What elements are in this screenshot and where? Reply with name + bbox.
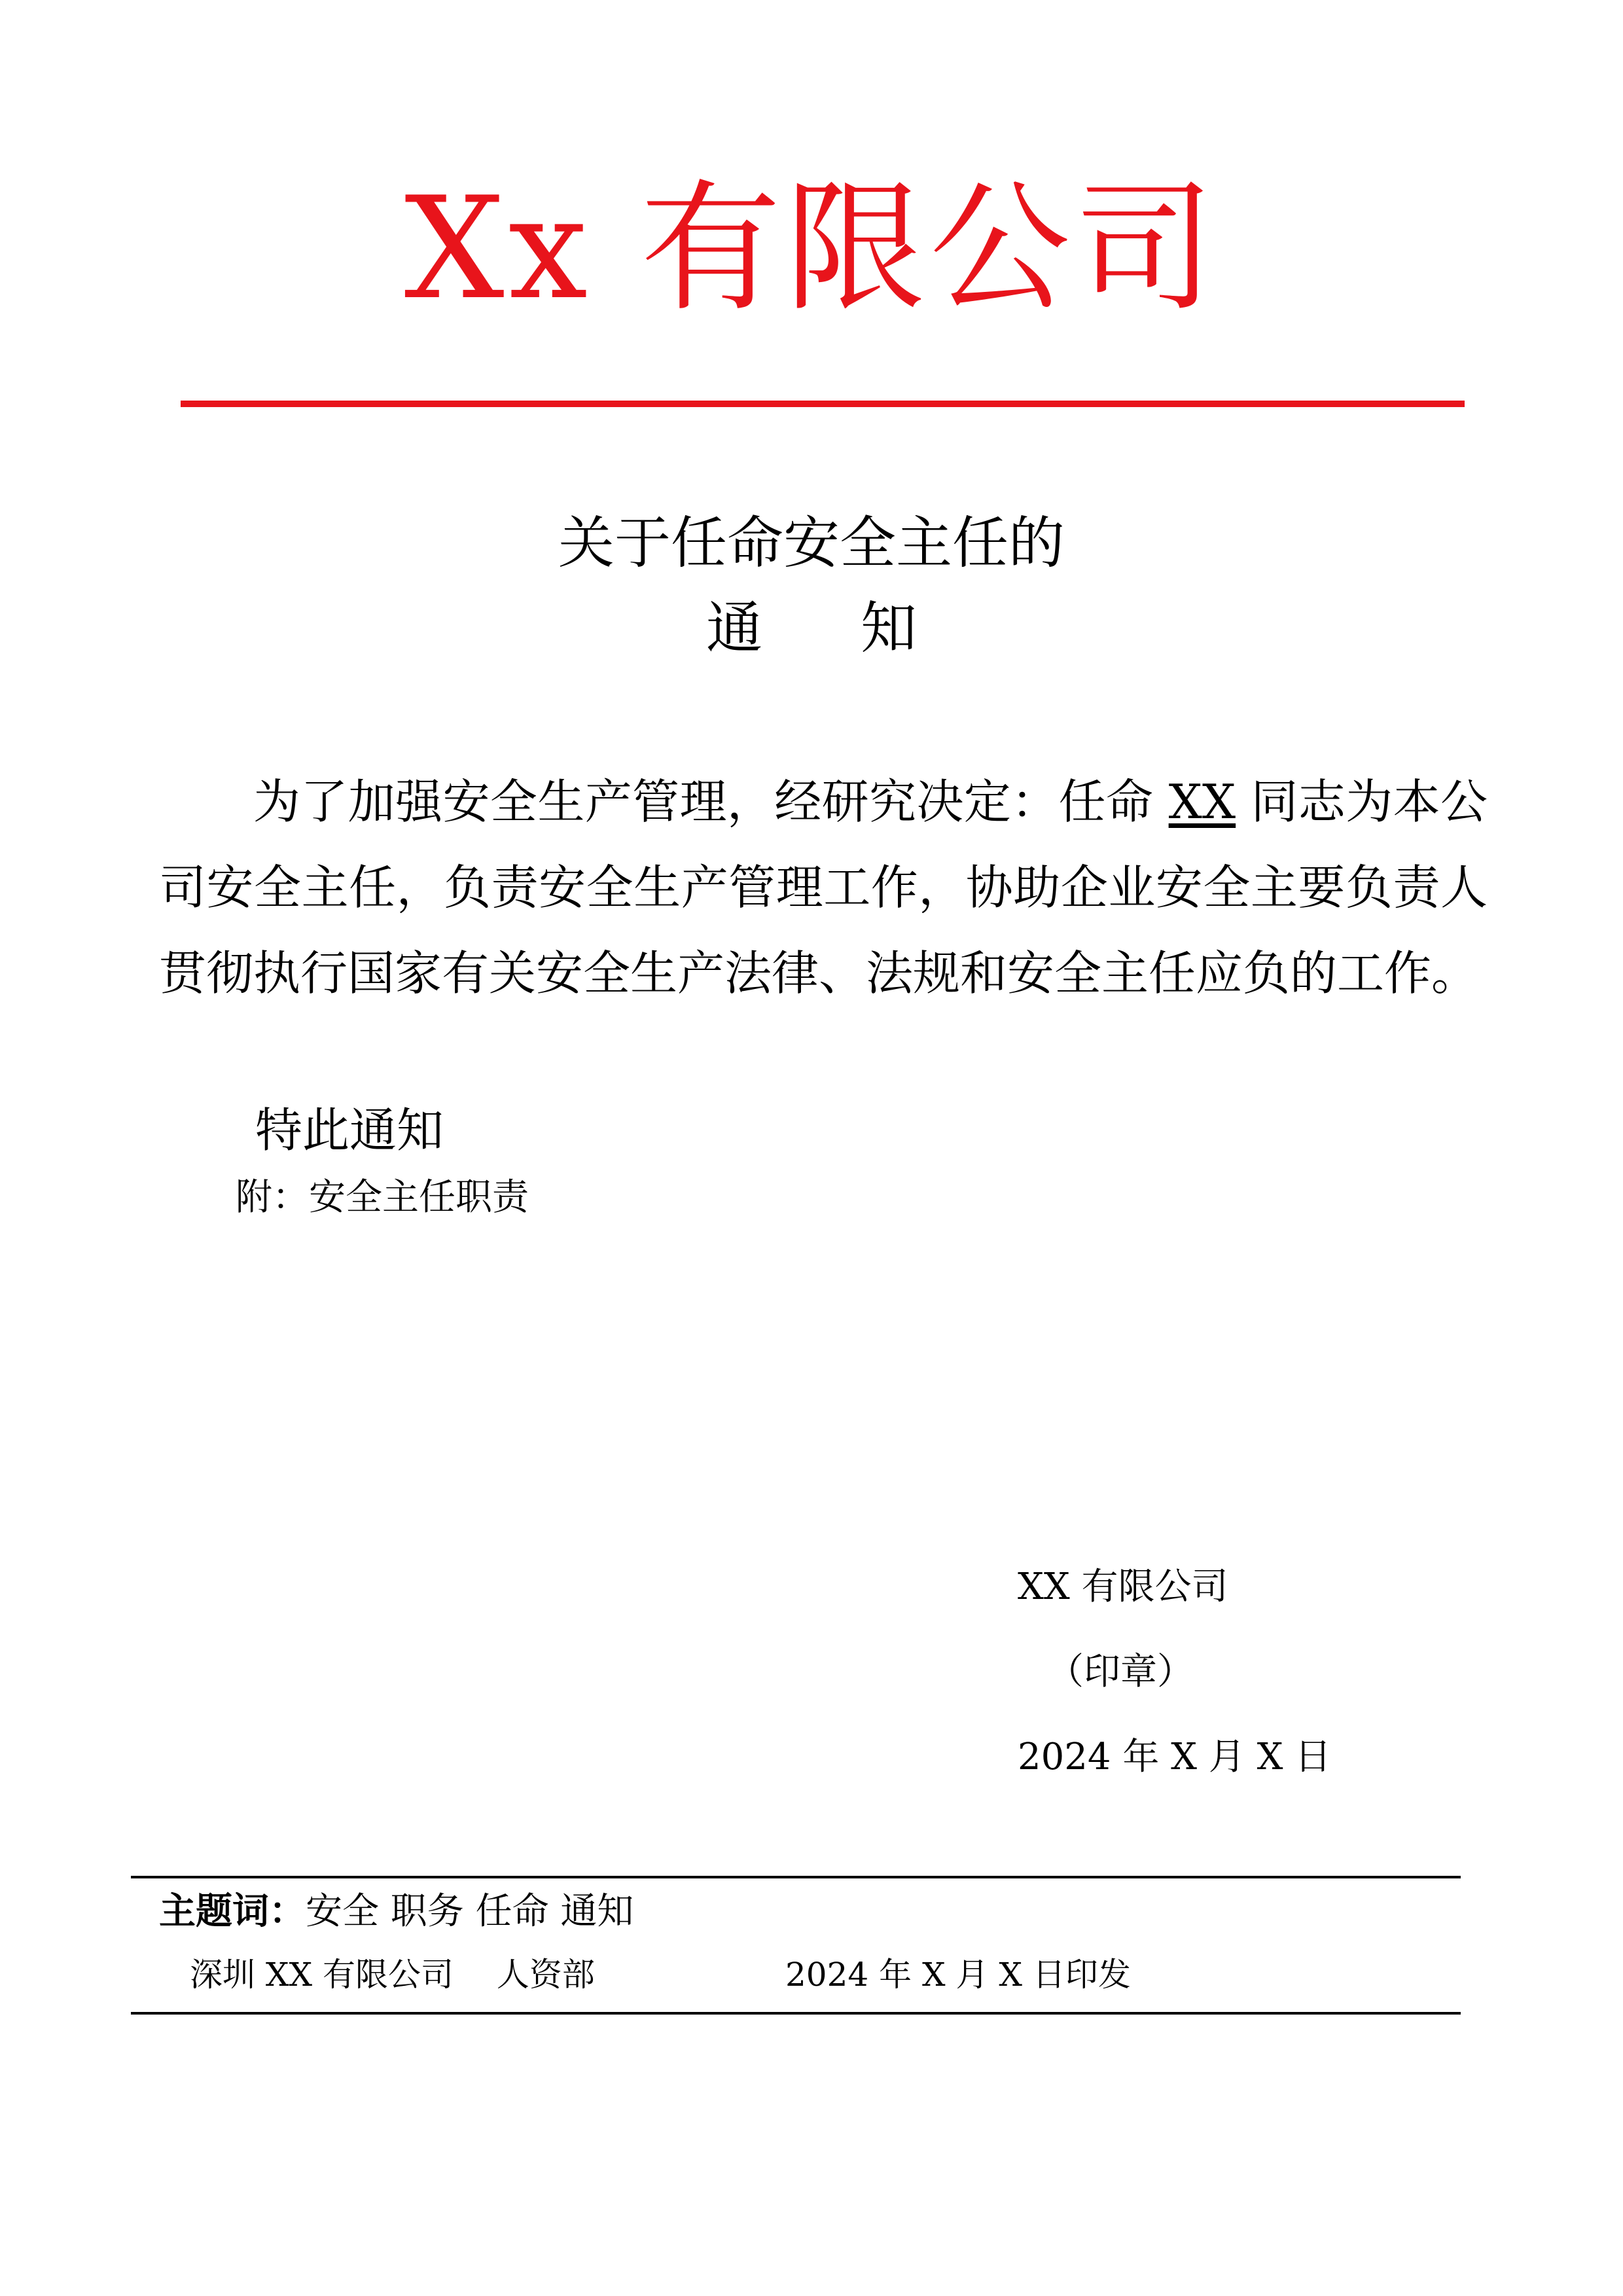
- footer-issuer: 深圳 XX 有限公司 人资部: [190, 1956, 595, 1994]
- document-title-notice: [0, 592, 1623, 664]
- signature-date: 2024 年 X 月 X 日: [1018, 1736, 1332, 1778]
- body-text-before: 为了加强安全生产管理，经研究决定：任命: [253, 774, 1154, 829]
- attachment-note: 附：安全主任职责: [236, 1176, 529, 1219]
- signature-seal: （印章）: [1047, 1651, 1194, 1693]
- title-char-2: 知: [861, 596, 917, 661]
- keywords-line: [159, 1885, 633, 1938]
- letterhead-company-name: Xx 有限公司: [404, 166, 1219, 331]
- footer-issued-date: 2024 年 X 月 X 日印发: [785, 1956, 1131, 1994]
- document-title: 关于任命安全主任的: [558, 511, 1065, 576]
- keywords-value: 安全 职务 任命 通知: [306, 1890, 634, 1933]
- letterhead-red-rule: [181, 401, 1465, 407]
- footer-top-rule: [131, 1876, 1461, 1878]
- body-text-after: 同志为本公司安全主任，负责安全生产管理工作，协助企业安全主要负责人贯彻执行国家有关安全生产法律、法规和安全主任应负的工作。: [159, 774, 1488, 1001]
- closing-phrase: 特此通知: [255, 1103, 444, 1158]
- appointee-name-placeholder: XX: [1168, 774, 1236, 829]
- signature-company: XX 有限公司: [1018, 1566, 1228, 1608]
- body-paragraph: [159, 759, 1488, 1016]
- footer-bottom-rule: [131, 2012, 1461, 2015]
- title-char-1: 通: [706, 596, 762, 661]
- keywords-label: 主题词：: [159, 1890, 306, 1933]
